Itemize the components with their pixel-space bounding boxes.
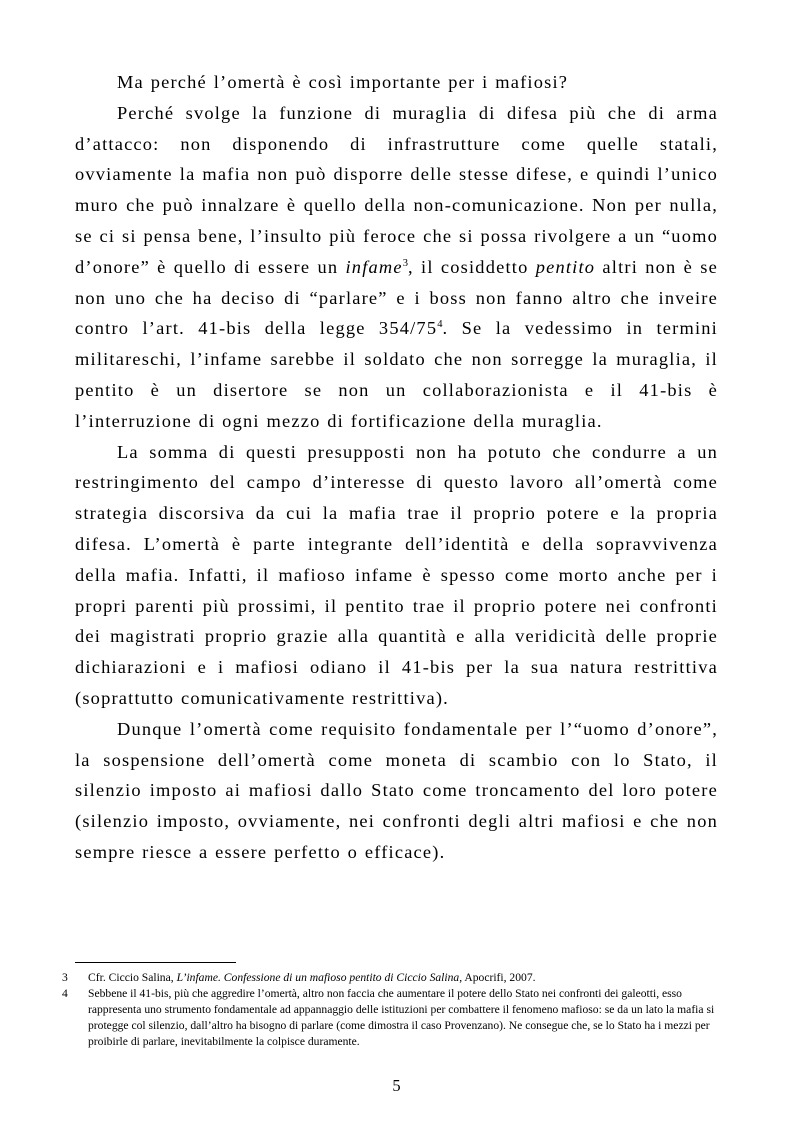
italic-term-infame: infame	[345, 256, 403, 277]
footnote-text: Sebbene il 41-bis, più che aggredire l’omertà, altro non faccia che aumentare il potere dello Stato nei confronti dei galeotti, esso rappresenta uno strumento fondamentale ad appannaggio delle istituzioni per combattere il fenomeno mafioso: se da un lato la mafia si protegge col silenzio, dall’altro ha bisogno di parlare (come dimostra il caso Provenzano). Ne consegue che, se lo Stato ha i mezzi per proibirle di parlare, inevitabilmente la colpisce duramente.	[88, 987, 715, 1048]
paragraph-text-part: Perché svolge la funzione di muraglia di difesa più che di arma d’attacco: non disponendo di infrastrutture come quelle statali, ovviamente la mafia non può disporre delle stesse difese, e quindi l’unico muro che può innalzare è quello della non-comunicazione. Non per nulla, se ci si pensa bene, l’insulto più feroce che si possa rivolgere a un “uomo d’onore” è quello di essere un	[75, 102, 718, 277]
footnote-separator	[75, 962, 236, 963]
italic-term-pentito: pentito	[535, 256, 596, 277]
footnote-number: 4	[62, 987, 68, 1000]
body-text	[75, 67, 718, 868]
page-number: 5	[392, 1076, 401, 1095]
footnote-prefix: Cfr. Ciccio Salina,	[88, 971, 177, 984]
footnote-text	[88, 970, 722, 986]
footnote-ref-4[interactable]: 4	[437, 319, 443, 331]
footnote-number: 3	[62, 971, 68, 984]
paragraph-text-part: , il cosiddetto	[408, 256, 536, 277]
paragraph-text-part: . Se la vedessimo in termini militareschi, l’infame sarebbe il soldato che non sorregge la muraglia, il pentito è un disertore se non un collaborazionista e il 41-bis è l’interruzione di ogni mezzo di fortificazione della muraglia.	[75, 318, 718, 431]
footnote-ref-3[interactable]: 3	[402, 257, 408, 269]
footnote-4	[62, 986, 722, 1050]
paragraph-conclusione: Dunque l’omertà come requisito fondamentale per l’“uomo d’onore”, la sospensione dell’omertà come moneta di scambio con lo Stato, il silenzio imposto ai mafiosi dallo Stato come troncamento del loro potere (silenzio imposto, ovviamente, nei confronti degli altri mafiosi e che non sempre riesce a essere perfetto o efficace).	[75, 718, 718, 862]
paragraph-muraglia	[75, 98, 718, 437]
footnotes	[62, 970, 722, 1050]
footnote-book-title: L’infame. Confessione di un mafioso pentito di Ciccio Salina	[176, 971, 460, 984]
paragraph-question: Ma perché l’omertà è così importante per i mafiosi?	[117, 72, 569, 92]
paragraph-omerta-strategia: La somma di questi presupposti non ha potuto che condurre a un restringimento del campo d’interesse di questo lavoro all’omertà come strategia discorsiva da cui la mafia trae il proprio potere e la propria difesa. L’omertà è parte integrante dell’identità e della sopravvivenza della mafia. Infatti, il mafioso infame è spesso come morto anche per i propri parenti più prossimi, il pentito trae il proprio potere nei confronti dei magistrati proprio grazie alla quantità e alla veridicità delle proprie dichiarazioni e i mafiosi odiano il 41-bis per la sua natura restrittiva (soprattutto comunicativamente restrittiva).	[75, 441, 718, 708]
footnote-suffix: , Apocrifi, 2007.	[459, 971, 536, 984]
footnote-3	[62, 970, 722, 986]
paragraph-text-part: altri non è se non uno che ha deciso di “parlare” e i boss non fanno altro che inveire contro l’art. 41-bis della legge 354/75	[75, 256, 718, 339]
